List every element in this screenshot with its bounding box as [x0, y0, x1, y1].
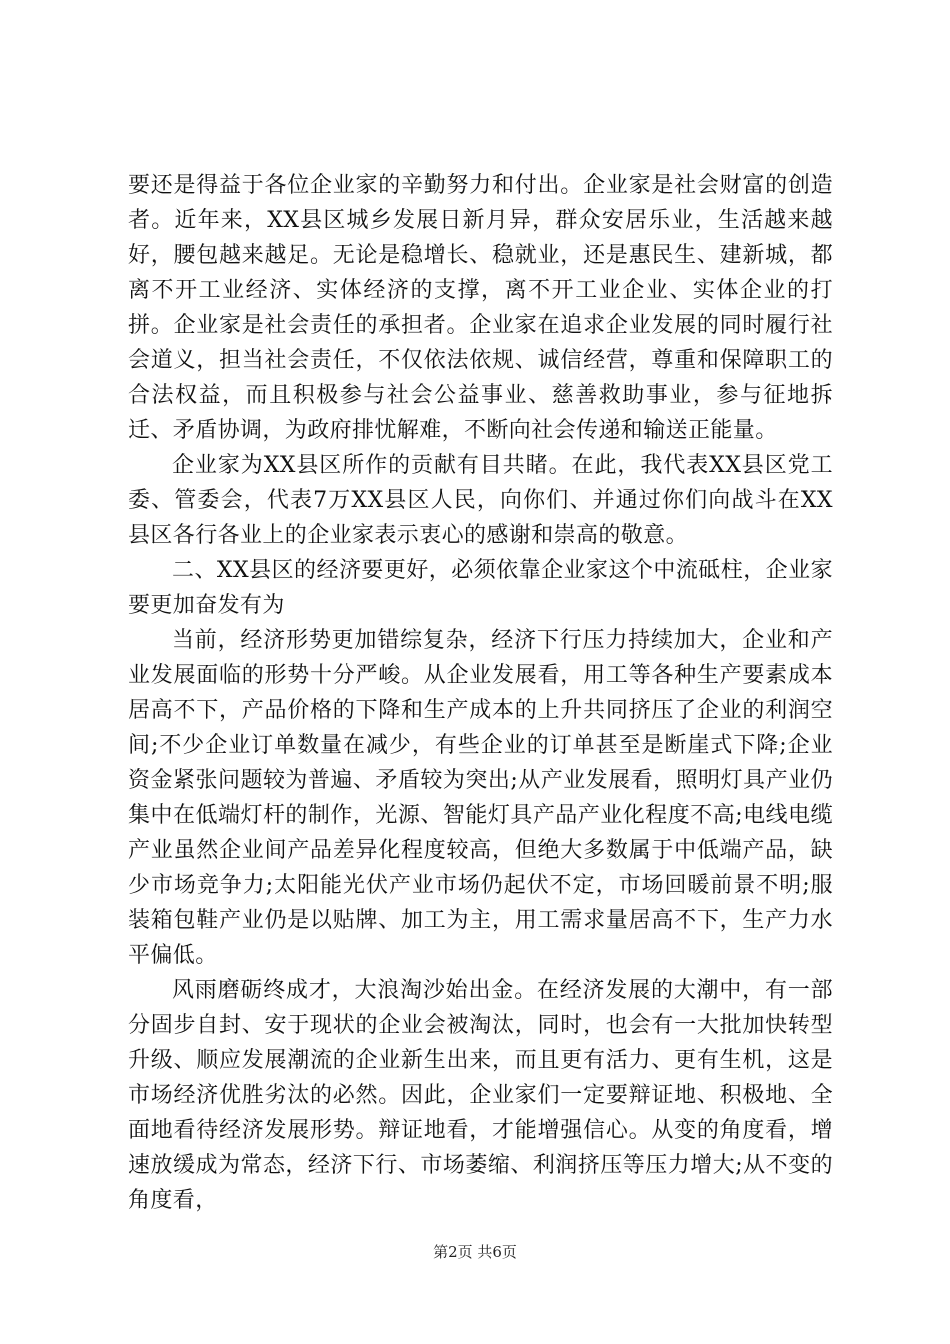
paragraph-4: 风雨磨砺终成才，大浪淘沙始出金。在经济发展的大潮中，有一部分固步自封、安于现状的企业会被淘汰，同时，也会有一大批加快转型升级、顺应发展潮流的企业新生出来，而且更有活力、更有生机，这是市场经济优胜劣汰的必然。因此，企业家们一定要辩证地、积极地、全面地看待经济发展形势。辩证地看，才能增强信心。从变的角度看，增速放缓成为常态，经济下行、市场萎缩、利润挤压等压力增大;从不变的角度看，	[128, 978, 833, 1213]
page-number: 第2页 共6页	[433, 1243, 517, 1261]
section-heading: 二、XX县区的经济要更好，必须依靠企业家这个中流砥柱，企业家要更加奋发有为	[128, 558, 833, 618]
paragraph-1: 要还是得益于各位企业家的辛勤努力和付出。企业家是社会财富的创造者。近年来，XX县区城乡发展日新月异，群众安居乐业，生活越来越好，腰包越来越足。无论是稳增长、稳就业，还是惠民生、建新城，都离不开工业经济、实体经济的支撑，离不开工业企业、实体企业的打拼。企业家是社会责任的承担者。企业家在追求企业发展的同时履行社会道义，担当社会责任，不仅依法依规、诚信经营，尊重和保障职工的合法权益，而且积极参与社会公益事业、慈善救助事业，参与征地拆迁、矛盾协调，为政府排忧解难，不断向社会传递和输送正能量。	[128, 173, 833, 443]
page-footer	[0, 1242, 950, 1262]
document-body	[128, 168, 833, 1218]
paragraph-3: 当前，经济形势更加错综复杂，经济下行压力持续加大，企业和产业发展面临的形势十分严峻。从企业发展看，用工等各种生产要素成本居高不下，产品价格的下降和生产成本的上升共同挤压了企业的利润空间;不少企业订单数量在减少，有些企业的订单甚至是断崖式下降;企业资金紧张问题较为普遍、矛盾较为突出;从产业发展看，照明灯具产业仍集中在低端灯杆的制作，光源、智能灯具产品产业化程度不高;电线电缆产业虽然企业间产品差异化程度较高，但绝大多数属于中低端产品，缺少市场竞争力;太阳能光伏产业市场仍起伏不定，市场回暖前景不明;服装箱包鞋产业仍是以贴牌、加工为主，用工需求量居高不下，生产力水平偏低。	[128, 628, 833, 968]
paragraph-2: 企业家为XX县区所作的贡献有目共睹。在此，我代表XX县区党工委、管委会，代表7万XX县区人民，向你们、并通过你们向战斗在XX县区各行各业上的企业家表示衷心的感谢和崇高的敬意。	[128, 453, 833, 548]
